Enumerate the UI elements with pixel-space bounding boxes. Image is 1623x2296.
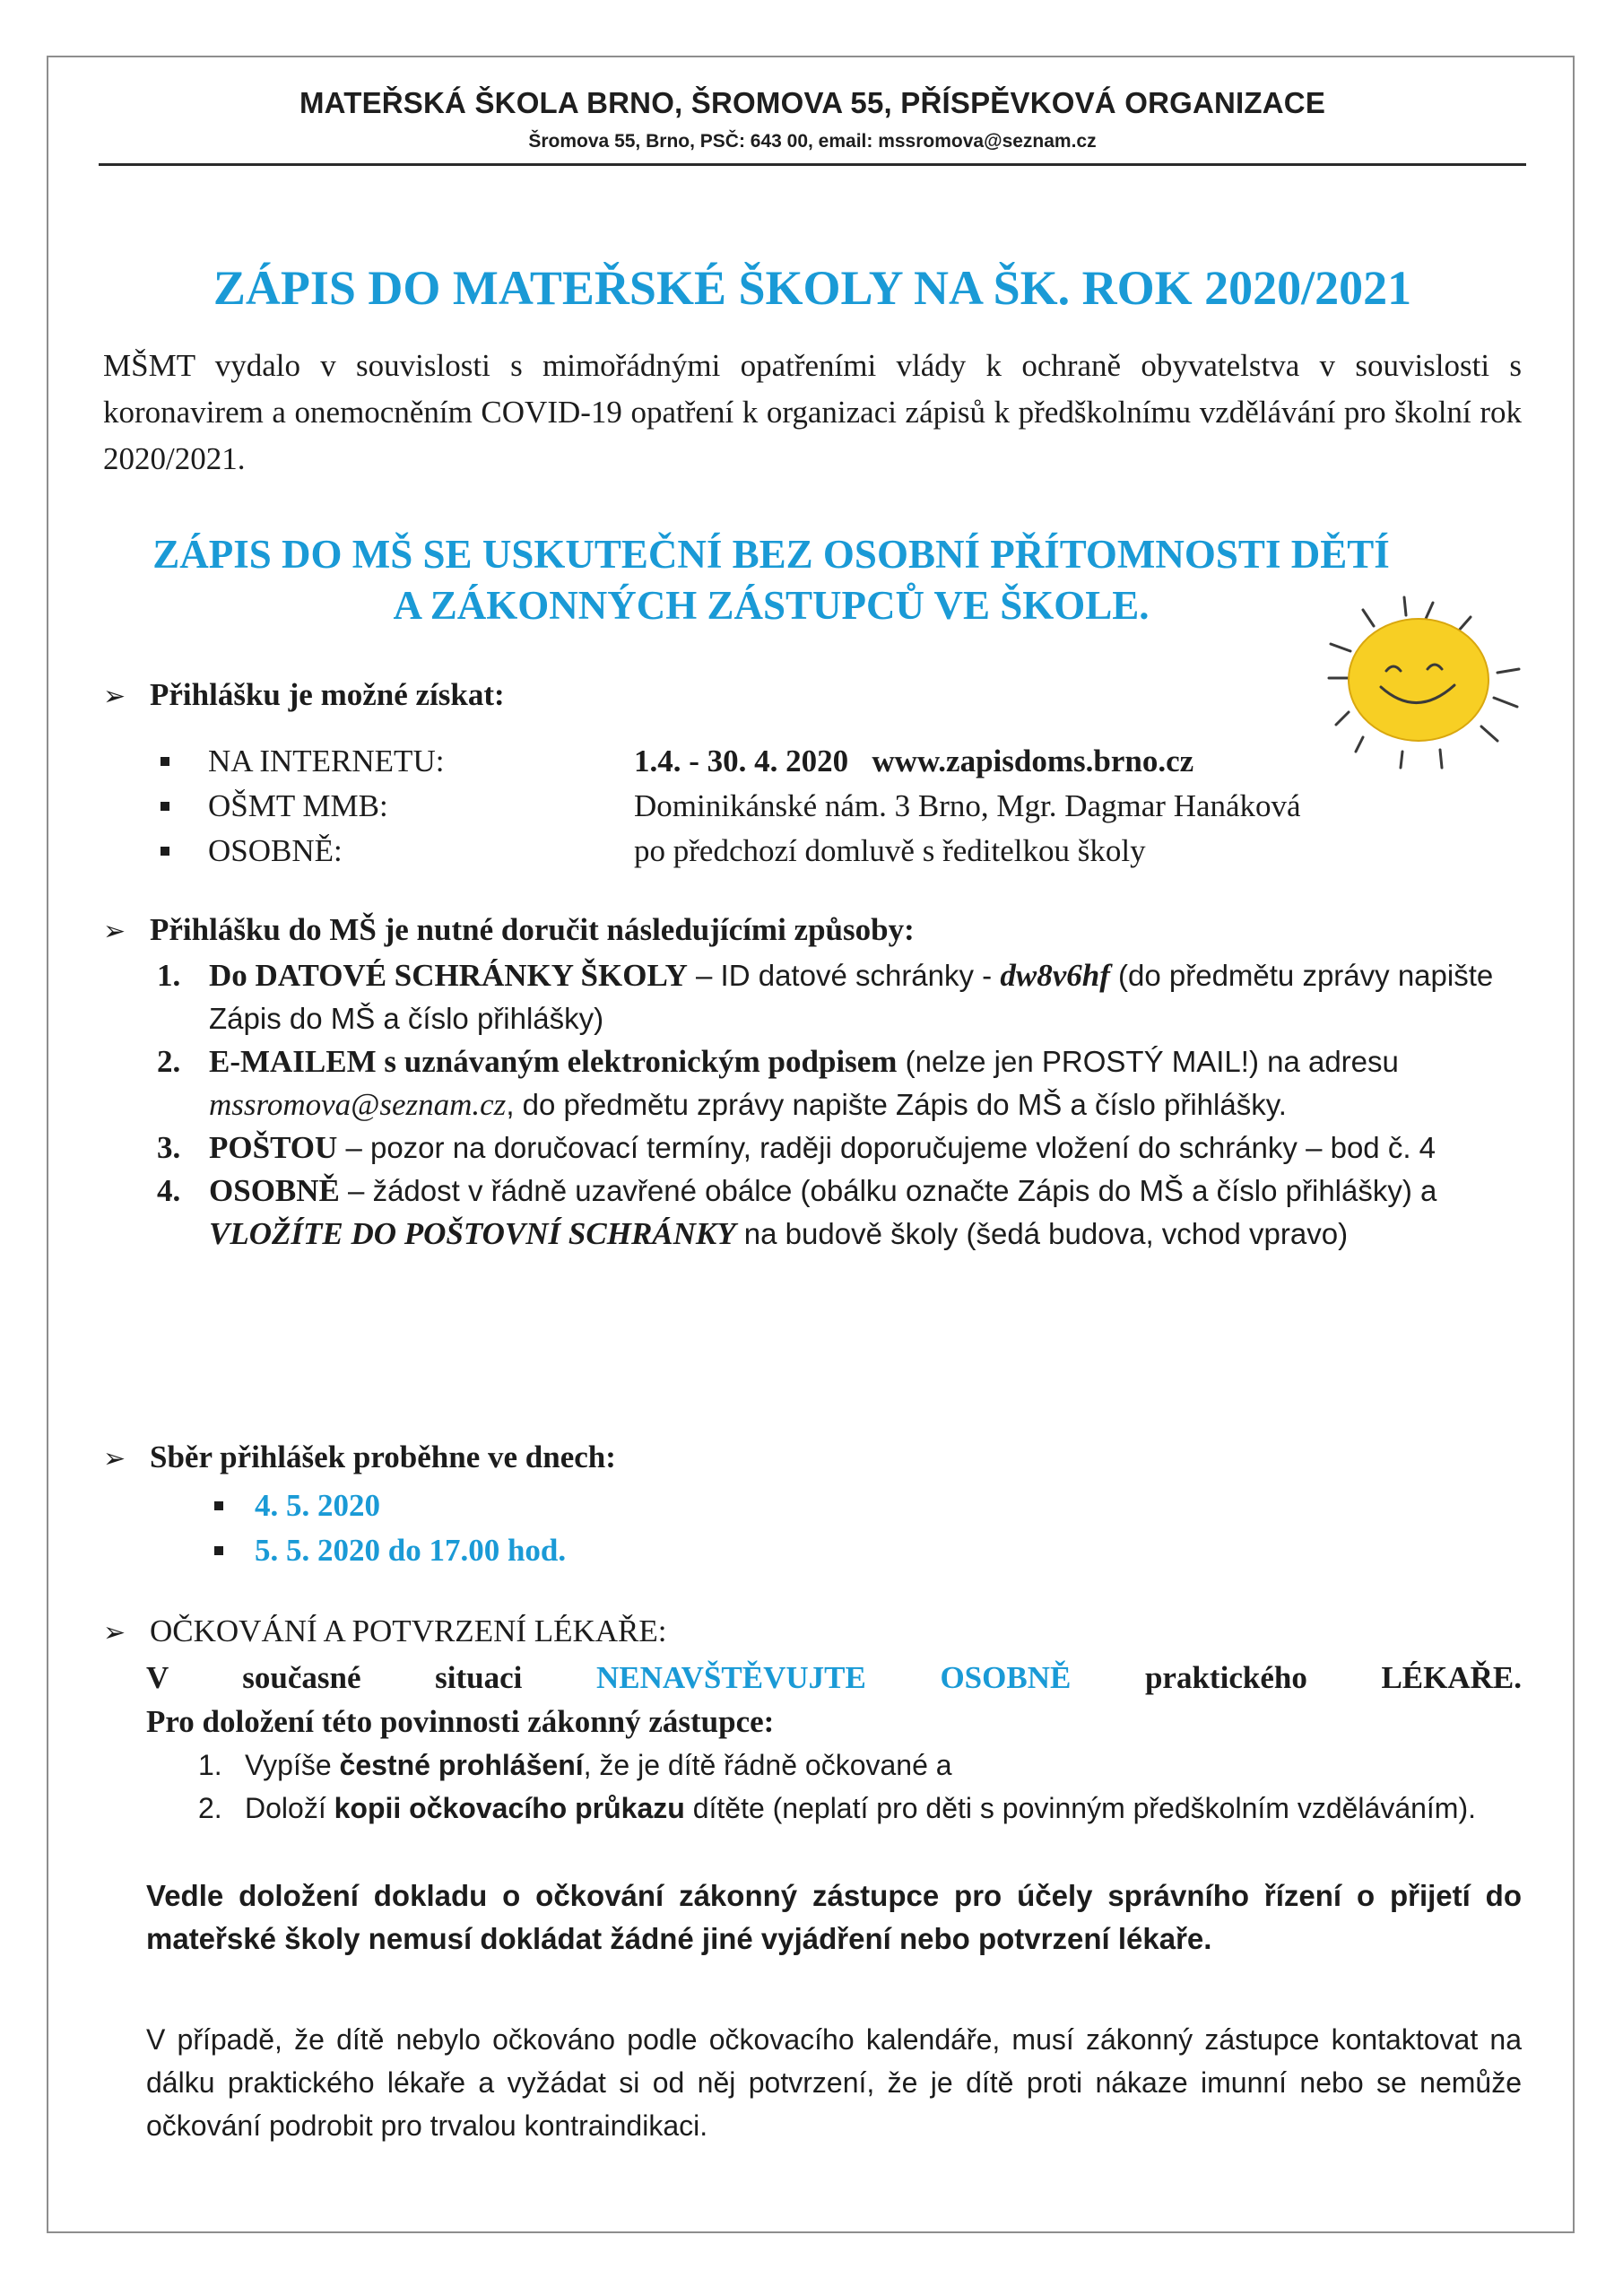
square-bullet-icon [161, 847, 169, 856]
vaccination-warning: V současné situaci NENAVŠTĚVUJTE OSOBNĚ praktického LÉKAŘE. [146, 1660, 1522, 1695]
letterhead [99, 86, 1526, 152]
channel-label: NA INTERNETU: [208, 744, 445, 778]
channel-value: 1.4. - 30. 4. 2020 www.zapisdoms.brno.cz [634, 744, 1194, 778]
delivery-item: 3. POŠTOU – pozor na doručovací termíny, raději doporučujeme vložení do schránky – bod č. 4 [157, 1130, 1436, 1165]
delivery-section [103, 908, 1522, 1256]
vaccination-proof-note: Vedle doložení dokladu o očkování zákonný zástupce pro účely správního řízení o přijetí do mateřské školy nemusí dokládat žádné jiné vyjádření nebo potvrzení lékaře. [146, 1879, 1522, 1955]
vaccination-heading: ➢ OČKOVÁNÍ A POTVRZENÍ LÉKAŘE: [103, 1609, 1522, 1656]
delivery-item: 1. Do DATOVÉ SCHRÁNKY ŠKOLY – ID datové schránky - dw8v6hf (do předmětu zprávy napište Zápis do MŠ a číslo přihlášky) [157, 958, 1494, 1035]
square-bullet-icon [214, 1546, 223, 1555]
square-bullet-icon [161, 757, 169, 766]
delivery-list [103, 954, 1522, 1256]
headline [126, 529, 1417, 631]
collection-date: 4. 5. 2020 [214, 1483, 1522, 1528]
school-address: Šromova 55, Brno, PSČ: 643 00, email: mssromova@seznam.cz [528, 131, 1097, 152]
channel-label: OSOBNĚ: [208, 833, 343, 868]
channel-osmt [161, 784, 1579, 829]
square-bullet-icon [214, 1501, 223, 1510]
channel-value: po předchozí domluvě s ředitelkou školy [634, 833, 1146, 868]
collection-heading: ➢ Sběr přihlášek proběhne ve dnech: [103, 1435, 1522, 1482]
vaccination-contact-note: V případě, že dítě nebylo očkováno podle očkovacího kalendáře, musí zákonný zástupce kontaktovat na dálku praktického lékaře a vyžádat si od něj potvrzení, že je dítě proti nákaze imunní nebo se nemůže očkování podrobit pro trvalou kontraindikaci. [146, 2023, 1522, 2142]
square-bullet-icon [161, 802, 169, 811]
delivery-item: 4. OSOBNĚ – žádost v řádně uzavřené obálce (obálku označte Zápis do MŠ a číslo přihlášky) a VLOŽÍTE DO POŠTOVNÍ SCHRÁNKY na budově školy (šedá budova, vchod vpravo) [157, 1173, 1437, 1251]
vaccination-section [103, 1609, 1522, 1830]
document-title: ZÁPIS DO MATEŘSKÉ ŠKOLY NA ŠK. ROK 2020/2021 [213, 261, 1412, 315]
vaccination-step: 1. Vypíše čestné prohlášení, že je dítě řádně očkované a [198, 1749, 952, 1781]
vaccination-step: 2. Doloží kopii očkovacího průkazu dítěte (neplatí pro děti s povinným předškolním vzděláváním). [198, 1792, 1476, 1824]
arrow-bullet-icon: ➢ [103, 916, 126, 947]
delivery-heading: ➢ Přihlášku do MŠ je nutné doručit následujícími způsoby: [103, 908, 1522, 954]
arrow-bullet-icon: ➢ [103, 1443, 126, 1474]
vaccination-steps [146, 1744, 1522, 1830]
intro-paragraph: MŠMT vydalo v souvislosti s mimořádnými opatřeními vlády k ochraně obyvatelstva v souvislosti s koronavirem a onemocněním COVID-19 opatření k organizaci zápisů k předškolnímu vzdělávání pro školní rok 2020/2021. [103, 348, 1522, 476]
obtain-channel-list [161, 739, 1579, 874]
obtain-heading: ➢ Přihlášku je možné získat: [103, 673, 1522, 719]
channel-value: Dominikánské nám. 3 Brno, Mgr. Dagmar Hanáková [634, 788, 1301, 823]
channel-personal [161, 829, 1579, 874]
letterhead-rule [99, 163, 1526, 166]
collection-dates [214, 1483, 1522, 1573]
arrow-bullet-icon: ➢ [103, 1617, 126, 1648]
channel-label: OŠMT MMB: [208, 788, 388, 823]
headline-line-1: ZÁPIS DO MŠ SE USKUTEČNÍ BEZ OSOBNÍ PŘÍTOMNOSTI DĚTÍ [152, 532, 1390, 577]
collection-section [103, 1435, 1522, 1573]
arrow-bullet-icon: ➢ [103, 681, 126, 712]
headline-line-2: A ZÁKONNÝCH ZÁSTUPCŮ VE ŠKOLE. [393, 583, 1150, 628]
collection-date: 5. 5. 2020 do 17.00 hod. [214, 1528, 1522, 1573]
vaccination-subheading: Pro doložení této povinnosti zákonný zástupce: [146, 1704, 775, 1739]
delivery-item: 2. E-MAILEM s uznávaným elektronickým podpisem (nelze jen PROSTÝ MAIL!) na adresu mssromova@seznam.cz, do předmětu zprávy napište Zápis do MŠ a číslo přihlášky. [157, 1044, 1399, 1122]
school-name: MATEŘSKÁ ŠKOLA BRNO, ŠROMOVA 55, PŘÍSPĚVKOVÁ ORGANIZACE [299, 86, 1326, 119]
channel-internet [161, 739, 1579, 784]
obtain-section [103, 673, 1522, 874]
